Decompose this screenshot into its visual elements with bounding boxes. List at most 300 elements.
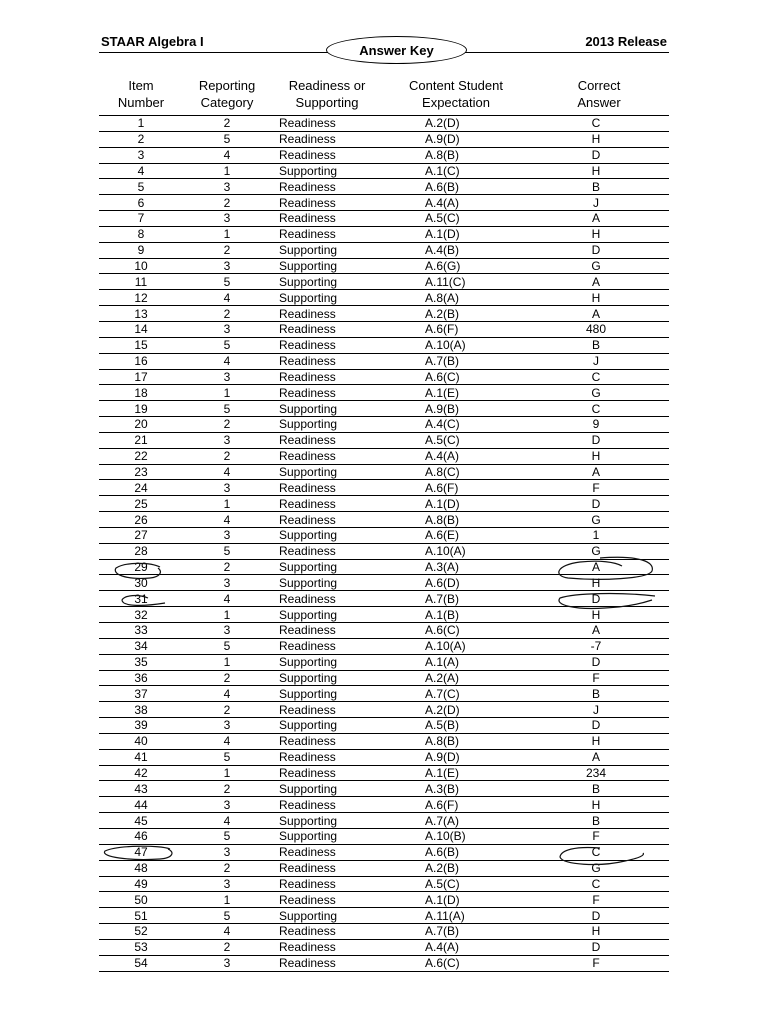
correct-answer-cell: F [523, 892, 669, 908]
readiness-supporting-cell: Readiness [271, 733, 383, 749]
correct-answer-cell: D [523, 496, 669, 512]
reporting-category-cell: 4 [183, 147, 271, 163]
correct-answer-cell: H [523, 575, 669, 591]
readiness-supporting-cell: Readiness [271, 306, 383, 322]
item-number-cell: 48 [99, 860, 183, 876]
correct-answer-cell: A [523, 306, 669, 322]
content-expectation-cell: A.11(A) [383, 908, 523, 924]
item-number-cell: 53 [99, 939, 183, 955]
content-expectation-cell: A.3(A) [383, 559, 523, 575]
content-expectation-cell: A.7(B) [383, 353, 523, 369]
reporting-category-cell: 3 [183, 844, 271, 860]
item-number-cell: 5 [99, 179, 183, 195]
reporting-category-cell: 4 [183, 290, 271, 306]
table-row [99, 670, 669, 686]
correct-answer-cell: 234 [523, 765, 669, 781]
reporting-category-cell: 3 [183, 211, 271, 227]
content-expectation-cell: A.1(A) [383, 654, 523, 670]
table-row [99, 369, 669, 385]
table-row [99, 939, 669, 955]
reporting-category-cell: 3 [183, 797, 271, 813]
readiness-supporting-cell: Readiness [271, 195, 383, 211]
content-expectation-cell: A.8(B) [383, 512, 523, 528]
content-expectation-cell: A.7(C) [383, 686, 523, 702]
content-expectation-cell: A.8(B) [383, 733, 523, 749]
reporting-category-cell: 4 [183, 924, 271, 940]
content-expectation-cell: A.8(C) [383, 464, 523, 480]
item-number-cell: 51 [99, 908, 183, 924]
reporting-category-cell: 1 [183, 892, 271, 908]
content-expectation-cell: A.1(D) [383, 496, 523, 512]
readiness-supporting-cell: Readiness [271, 179, 383, 195]
correct-answer-cell: H [523, 290, 669, 306]
correct-answer-cell: D [523, 939, 669, 955]
readiness-supporting-cell: Readiness [271, 638, 383, 654]
content-expectation-cell: A.6(D) [383, 575, 523, 591]
readiness-supporting-cell: Readiness [271, 591, 383, 607]
readiness-supporting-cell: Supporting [271, 654, 383, 670]
reporting-category-cell: 2 [183, 702, 271, 718]
correct-answer-cell: B [523, 781, 669, 797]
reporting-category-cell: 3 [183, 258, 271, 274]
table-row [99, 353, 669, 369]
item-number-cell: 46 [99, 828, 183, 844]
correct-answer-cell: C [523, 844, 669, 860]
table-row [99, 607, 669, 623]
table-row [99, 417, 669, 433]
item-number-cell: 38 [99, 702, 183, 718]
content-expectation-cell: A.4(A) [383, 448, 523, 464]
readiness-supporting-cell: Readiness [271, 955, 383, 971]
readiness-supporting-cell: Readiness [271, 116, 383, 131]
item-number-cell: 7 [99, 211, 183, 227]
item-number-cell: 45 [99, 813, 183, 829]
reporting-category-cell: 4 [183, 464, 271, 480]
correct-answer-cell: A [523, 623, 669, 639]
document-title: STAAR Algebra I [101, 34, 204, 49]
reporting-category-cell: 1 [183, 496, 271, 512]
correct-answer-cell: D [523, 908, 669, 924]
readiness-supporting-cell: Readiness [271, 797, 383, 813]
reporting-category-cell: 4 [183, 353, 271, 369]
correct-answer-cell: C [523, 369, 669, 385]
table-row [99, 591, 669, 607]
item-number-cell: 40 [99, 733, 183, 749]
readiness-supporting-cell: Readiness [271, 131, 383, 147]
reporting-category-cell: 3 [183, 575, 271, 591]
readiness-supporting-cell: Supporting [271, 828, 383, 844]
item-number-cell: 49 [99, 876, 183, 892]
content-expectation-cell: A.4(C) [383, 417, 523, 433]
readiness-supporting-cell: Supporting [271, 686, 383, 702]
reporting-category-cell: 3 [183, 955, 271, 971]
correct-answer-cell: H [523, 448, 669, 464]
table-row [99, 813, 669, 829]
readiness-supporting-cell: Supporting [271, 559, 383, 575]
table-row [99, 924, 669, 940]
readiness-supporting-cell: Readiness [271, 353, 383, 369]
correct-answer-cell: H [523, 733, 669, 749]
table-row [99, 274, 669, 290]
reporting-category-cell: 3 [183, 876, 271, 892]
table-row [99, 575, 669, 591]
table-row [99, 448, 669, 464]
correct-answer-cell: H [523, 924, 669, 940]
table-row [99, 131, 669, 147]
item-number-cell: 37 [99, 686, 183, 702]
correct-answer-cell: C [523, 876, 669, 892]
item-number-cell: 52 [99, 924, 183, 940]
content-expectation-cell: A.8(B) [383, 147, 523, 163]
item-number-cell: 39 [99, 718, 183, 734]
table-row [99, 401, 669, 417]
readiness-supporting-cell: Readiness [271, 211, 383, 227]
correct-answer-cell: G [523, 512, 669, 528]
content-expectation-cell: A.6(F) [383, 480, 523, 496]
reporting-category-cell: 4 [183, 813, 271, 829]
item-number-cell: 16 [99, 353, 183, 369]
reporting-category-cell: 3 [183, 179, 271, 195]
reporting-category-cell: 1 [183, 385, 271, 401]
reporting-category-cell: 5 [183, 638, 271, 654]
item-number-cell: 34 [99, 638, 183, 654]
col-header-answer: Correct Answer [577, 78, 621, 110]
content-expectation-cell: A.10(B) [383, 828, 523, 844]
table-row [99, 955, 669, 971]
table-row [99, 226, 669, 242]
col-header-expectation: Content Student Expectation [409, 78, 503, 110]
correct-answer-cell: A [523, 749, 669, 765]
readiness-supporting-cell: Readiness [271, 385, 383, 401]
reporting-category-cell: 5 [183, 908, 271, 924]
item-number-cell: 43 [99, 781, 183, 797]
content-expectation-cell: A.9(B) [383, 401, 523, 417]
table-row [99, 749, 669, 765]
item-number-cell: 8 [99, 226, 183, 242]
reporting-category-cell: 1 [183, 607, 271, 623]
correct-answer-cell: J [523, 702, 669, 718]
readiness-supporting-cell: Supporting [271, 527, 383, 543]
correct-answer-cell: D [523, 591, 669, 607]
content-expectation-cell: A.6(C) [383, 369, 523, 385]
reporting-category-cell: 2 [183, 306, 271, 322]
reporting-category-cell: 3 [183, 718, 271, 734]
item-number-cell: 28 [99, 543, 183, 559]
reporting-category-cell: 5 [183, 749, 271, 765]
table-row [99, 733, 669, 749]
readiness-supporting-cell: Supporting [271, 718, 383, 734]
reporting-category-cell: 5 [183, 828, 271, 844]
content-expectation-cell: A.10(A) [383, 337, 523, 353]
content-expectation-cell: A.4(A) [383, 939, 523, 955]
content-expectation-cell: A.9(D) [383, 131, 523, 147]
table-row [99, 844, 669, 860]
readiness-supporting-cell: Supporting [271, 258, 383, 274]
content-expectation-cell: A.7(B) [383, 591, 523, 607]
content-expectation-cell: A.3(B) [383, 781, 523, 797]
reporting-category-cell: 5 [183, 543, 271, 559]
item-number-cell: 21 [99, 432, 183, 448]
col-header-item: Item Number [117, 78, 165, 110]
content-expectation-cell: A.5(C) [383, 876, 523, 892]
readiness-supporting-cell: Readiness [271, 860, 383, 876]
readiness-supporting-cell: Supporting [271, 274, 383, 290]
table-row [99, 242, 669, 258]
content-expectation-cell: A.5(C) [383, 211, 523, 227]
answer-key-body [99, 116, 669, 971]
reporting-category-cell: 3 [183, 480, 271, 496]
item-number-cell: 20 [99, 417, 183, 433]
table-row [99, 432, 669, 448]
reporting-category-cell: 2 [183, 781, 271, 797]
correct-answer-cell: C [523, 401, 669, 417]
correct-answer-cell: H [523, 797, 669, 813]
correct-answer-cell: G [523, 385, 669, 401]
content-expectation-cell: A.1(E) [383, 385, 523, 401]
item-number-cell: 14 [99, 321, 183, 337]
correct-answer-cell: H [523, 607, 669, 623]
table-row [99, 892, 669, 908]
reporting-category-cell: 5 [183, 274, 271, 290]
content-expectation-cell: A.2(A) [383, 670, 523, 686]
item-number-cell: 44 [99, 797, 183, 813]
reporting-category-cell: 2 [183, 559, 271, 575]
item-number-cell: 47 [99, 844, 183, 860]
readiness-supporting-cell: Supporting [271, 464, 383, 480]
table-row [99, 306, 669, 322]
reporting-category-cell: 4 [183, 686, 271, 702]
content-expectation-cell: A.7(B) [383, 924, 523, 940]
table-row [99, 876, 669, 892]
content-expectation-cell: A.2(D) [383, 702, 523, 718]
content-expectation-cell: A.6(F) [383, 797, 523, 813]
content-expectation-cell: A.10(A) [383, 543, 523, 559]
correct-answer-cell: H [523, 131, 669, 147]
content-expectation-cell: A.6(B) [383, 179, 523, 195]
table-row [99, 527, 669, 543]
reporting-category-cell: 2 [183, 860, 271, 876]
reporting-category-cell: 2 [183, 448, 271, 464]
readiness-supporting-cell: Readiness [271, 749, 383, 765]
readiness-supporting-cell: Readiness [271, 432, 383, 448]
table-row [99, 464, 669, 480]
content-expectation-cell: A.6(G) [383, 258, 523, 274]
content-expectation-cell: A.4(B) [383, 242, 523, 258]
item-number-cell: 29 [99, 559, 183, 575]
reporting-category-cell: 2 [183, 242, 271, 258]
correct-answer-cell: F [523, 955, 669, 971]
reporting-category-cell: 3 [183, 321, 271, 337]
content-expectation-cell: A.6(F) [383, 321, 523, 337]
readiness-supporting-cell: Readiness [271, 496, 383, 512]
reporting-category-cell: 2 [183, 939, 271, 955]
table-row [99, 718, 669, 734]
readiness-supporting-cell: Supporting [271, 781, 383, 797]
readiness-supporting-cell: Supporting [271, 163, 383, 179]
item-number-cell: 32 [99, 607, 183, 623]
correct-answer-cell: F [523, 480, 669, 496]
table-row [99, 147, 669, 163]
release-label: 2013 Release [585, 34, 667, 49]
table-row [99, 480, 669, 496]
item-number-cell: 41 [99, 749, 183, 765]
item-number-cell: 30 [99, 575, 183, 591]
table-row [99, 337, 669, 353]
item-number-cell: 17 [99, 369, 183, 385]
reporting-category-cell: 3 [183, 369, 271, 385]
reporting-category-cell: 2 [183, 116, 271, 131]
reporting-category-cell: 1 [183, 654, 271, 670]
correct-answer-cell: 480 [523, 321, 669, 337]
table-row [99, 654, 669, 670]
readiness-supporting-cell: Readiness [271, 147, 383, 163]
content-expectation-cell: A.1(B) [383, 607, 523, 623]
item-number-cell: 33 [99, 623, 183, 639]
reporting-category-cell: 1 [183, 163, 271, 179]
readiness-supporting-cell: Readiness [271, 543, 383, 559]
item-number-cell: 42 [99, 765, 183, 781]
table-row [99, 797, 669, 813]
correct-answer-cell: A [523, 464, 669, 480]
reporting-category-cell: 3 [183, 432, 271, 448]
correct-answer-cell: D [523, 242, 669, 258]
readiness-supporting-cell: Readiness [271, 480, 383, 496]
item-number-cell: 25 [99, 496, 183, 512]
table-row [99, 543, 669, 559]
reporting-category-cell: 2 [183, 417, 271, 433]
content-expectation-cell: A.1(D) [383, 892, 523, 908]
answer-key-table [99, 116, 669, 972]
item-number-cell: 26 [99, 512, 183, 528]
readiness-supporting-cell: Readiness [271, 623, 383, 639]
reporting-category-cell: 5 [183, 337, 271, 353]
correct-answer-cell: G [523, 258, 669, 274]
table-row [99, 686, 669, 702]
table-row [99, 638, 669, 654]
col-header-readiness: Readiness or Supporting [288, 78, 366, 110]
content-expectation-cell: A.7(A) [383, 813, 523, 829]
correct-answer-cell: B [523, 686, 669, 702]
item-number-cell: 23 [99, 464, 183, 480]
readiness-supporting-cell: Supporting [271, 417, 383, 433]
correct-answer-cell: H [523, 226, 669, 242]
table-row [99, 321, 669, 337]
correct-answer-cell: D [523, 718, 669, 734]
table-row [99, 258, 669, 274]
correct-answer-cell: B [523, 813, 669, 829]
content-expectation-cell: A.11(C) [383, 274, 523, 290]
content-expectation-cell: A.6(B) [383, 844, 523, 860]
correct-answer-cell: 9 [523, 417, 669, 433]
col-header-category: Reporting Category [198, 78, 256, 110]
readiness-supporting-cell: Readiness [271, 876, 383, 892]
content-expectation-cell: A.6(E) [383, 527, 523, 543]
content-expectation-cell: A.10(A) [383, 638, 523, 654]
reporting-category-cell: 2 [183, 195, 271, 211]
readiness-supporting-cell: Supporting [271, 813, 383, 829]
readiness-supporting-cell: Supporting [271, 908, 383, 924]
item-number-cell: 24 [99, 480, 183, 496]
readiness-supporting-cell: Readiness [271, 226, 383, 242]
reporting-category-cell: 5 [183, 401, 271, 417]
content-expectation-cell: A.6(C) [383, 623, 523, 639]
readiness-supporting-cell: Supporting [271, 290, 383, 306]
content-expectation-cell: A.8(A) [383, 290, 523, 306]
correct-answer-cell: F [523, 670, 669, 686]
correct-answer-cell: G [523, 543, 669, 559]
content-expectation-cell: A.5(C) [383, 432, 523, 448]
table-row [99, 512, 669, 528]
reporting-category-cell: 4 [183, 512, 271, 528]
content-expectation-cell: A.1(E) [383, 765, 523, 781]
table-row [99, 211, 669, 227]
item-number-cell: 12 [99, 290, 183, 306]
table-row [99, 908, 669, 924]
reporting-category-cell: 2 [183, 670, 271, 686]
readiness-supporting-cell: Readiness [271, 337, 383, 353]
content-expectation-cell: A.2(B) [383, 860, 523, 876]
correct-answer-cell: A [523, 559, 669, 575]
item-number-cell: 27 [99, 527, 183, 543]
answer-key-title: Answer Key [359, 42, 434, 58]
content-expectation-cell: A.2(B) [383, 306, 523, 322]
correct-answer-cell: 1 [523, 527, 669, 543]
readiness-supporting-cell: Supporting [271, 575, 383, 591]
readiness-supporting-cell: Readiness [271, 765, 383, 781]
reporting-category-cell: 1 [183, 765, 271, 781]
table-row [99, 860, 669, 876]
correct-answer-cell: D [523, 654, 669, 670]
readiness-supporting-cell: Readiness [271, 702, 383, 718]
readiness-supporting-cell: Readiness [271, 939, 383, 955]
reporting-category-cell: 5 [183, 131, 271, 147]
item-number-cell: 1 [99, 116, 183, 131]
item-number-cell: 31 [99, 591, 183, 607]
readiness-supporting-cell: Supporting [271, 670, 383, 686]
correct-answer-cell: D [523, 432, 669, 448]
table-row [99, 496, 669, 512]
item-number-cell: 4 [99, 163, 183, 179]
table-row [99, 290, 669, 306]
reporting-category-cell: 4 [183, 733, 271, 749]
item-number-cell: 50 [99, 892, 183, 908]
content-expectation-cell: A.9(D) [383, 749, 523, 765]
correct-answer-cell: C [523, 116, 669, 131]
content-expectation-cell: A.2(D) [383, 116, 523, 131]
item-number-cell: 36 [99, 670, 183, 686]
table-row [99, 702, 669, 718]
table-row [99, 116, 669, 131]
item-number-cell: 35 [99, 654, 183, 670]
table-row [99, 559, 669, 575]
item-number-cell: 19 [99, 401, 183, 417]
readiness-supporting-cell: Readiness [271, 844, 383, 860]
readiness-supporting-cell: Readiness [271, 512, 383, 528]
correct-answer-cell: J [523, 353, 669, 369]
item-number-cell: 54 [99, 955, 183, 971]
readiness-supporting-cell: Supporting [271, 607, 383, 623]
reporting-category-cell: 1 [183, 226, 271, 242]
table-row [99, 623, 669, 639]
item-number-cell: 10 [99, 258, 183, 274]
content-expectation-cell: A.1(C) [383, 163, 523, 179]
correct-answer-cell: B [523, 337, 669, 353]
correct-answer-cell: -7 [523, 638, 669, 654]
correct-answer-cell: F [523, 828, 669, 844]
readiness-supporting-cell: Readiness [271, 321, 383, 337]
table-row [99, 781, 669, 797]
readiness-supporting-cell: Supporting [271, 401, 383, 417]
